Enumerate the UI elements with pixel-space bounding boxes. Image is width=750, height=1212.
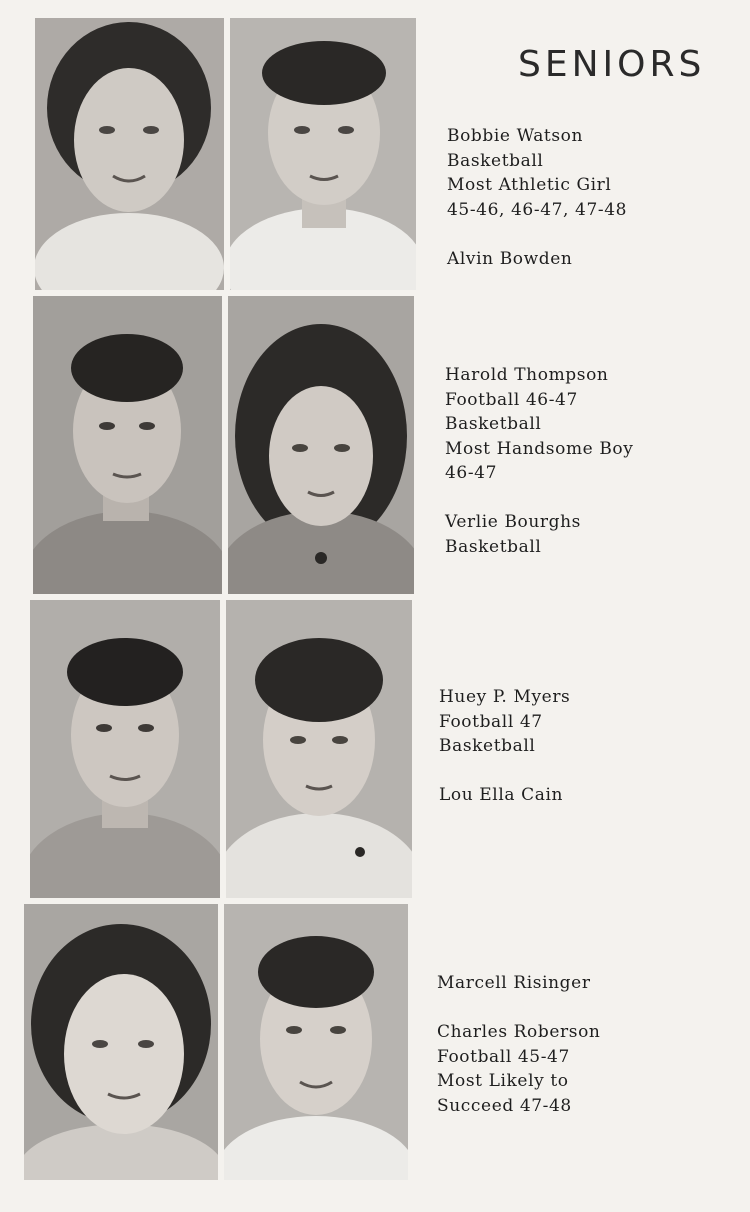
student-years: 45-46, 46-47, 47-48 (447, 199, 628, 220)
caption-row4 (437, 971, 600, 1118)
student-name: Charles Roberson (437, 1022, 601, 1042)
student-name: Lou Ella Cain (439, 785, 564, 805)
student-activity: Basketball (445, 414, 542, 434)
student-name: Verlie Bourghs (445, 512, 581, 532)
student-activity: Football 47 (439, 711, 543, 732)
portrait-photo-row4-left (24, 904, 218, 1180)
student-activity: Football 46-47 (445, 389, 578, 410)
student-name: Alvin Bowden (447, 248, 573, 269)
portrait-photo-row2-right (228, 296, 414, 594)
page-title: SENIORS (518, 44, 706, 85)
portrait-photo-row1-left (35, 18, 224, 290)
student-name: Bobbie Watson (447, 126, 584, 146)
student-years: 46-47 (445, 463, 498, 483)
portrait-photo-row3-left (30, 600, 220, 898)
portrait-photo-row3-right (226, 600, 412, 898)
student-name: Huey P. Myers (439, 687, 571, 707)
student-activity: Football 45-47 (437, 1046, 570, 1067)
student-honor: Succeed 47-48 (437, 1095, 572, 1116)
student-activity: Basketball (447, 150, 544, 171)
student-honor: Most Likely to (437, 1071, 569, 1091)
caption-row1 (447, 124, 627, 271)
student-honor: Most Handsome Boy (445, 438, 634, 459)
caption-row2 (445, 363, 633, 559)
student-name: Harold Thompson (445, 365, 609, 385)
portrait-photo-row1-right (230, 18, 416, 290)
student-activity: Basketball (439, 736, 536, 756)
portrait-photo-row2-left (33, 296, 222, 594)
student-honor: Most Athletic Girl (447, 175, 612, 195)
student-name: Marcell Risinger (437, 973, 591, 993)
student-activity: Basketball (445, 536, 542, 557)
portrait-photo-row4-right (224, 904, 408, 1180)
caption-row3 (439, 685, 570, 808)
